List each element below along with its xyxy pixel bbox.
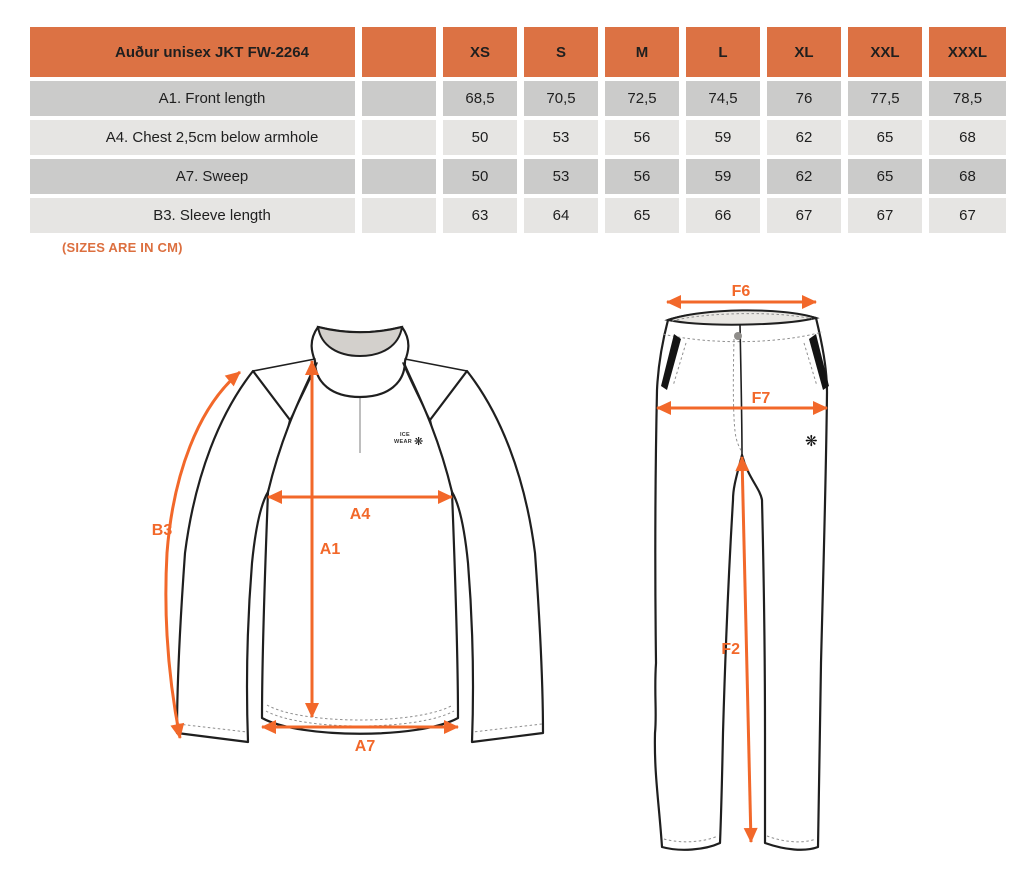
- cell-value: 53: [524, 159, 598, 194]
- size-header-xxl: XXL: [848, 27, 922, 77]
- size-chart-table: [23, 23, 1013, 237]
- snowflake-icon: ❋: [414, 436, 424, 448]
- cell-value: 64: [524, 198, 598, 233]
- f7-label: F7: [751, 390, 771, 407]
- cell-value: 66: [686, 198, 760, 233]
- size-header-xs: XS: [443, 27, 517, 77]
- cell-value: 78,5: [929, 81, 1006, 116]
- waist-button: [734, 332, 742, 340]
- table-row: [30, 81, 1006, 116]
- snowflake-icon: ❋: [805, 433, 818, 450]
- cell-value: 50: [443, 120, 517, 155]
- cell-value: 72,5: [605, 81, 679, 116]
- cell-value: 67: [848, 198, 922, 233]
- f2-label: F2: [721, 641, 740, 658]
- waist-opening: [668, 310, 816, 324]
- cell-value: 76: [767, 81, 841, 116]
- cell-value: 65: [605, 198, 679, 233]
- cell-value: 74,5: [686, 81, 760, 116]
- a1-label: A1: [319, 541, 341, 558]
- cell-value: 62: [767, 120, 841, 155]
- sizes-in-cm-note: (SIZES ARE IN CM): [62, 240, 183, 255]
- size-header-xxxl: XXXL: [929, 27, 1006, 77]
- header-empty-cell: [362, 27, 436, 77]
- cell-value: 50: [443, 159, 517, 194]
- f6-label: F6: [731, 283, 751, 300]
- cell-value: 53: [524, 120, 598, 155]
- size-header-xl: XL: [767, 27, 841, 77]
- f2-arrow: [742, 457, 751, 842]
- cell-value: 68,5: [443, 81, 517, 116]
- table-row: [30, 159, 1006, 194]
- size-header-s: S: [524, 27, 598, 77]
- jacket-diagram: [140, 295, 580, 760]
- cell-value: 59: [686, 159, 760, 194]
- cell-value: 70,5: [524, 81, 598, 116]
- size-header-m: M: [605, 27, 679, 77]
- cell-value: 63: [443, 198, 517, 233]
- cell-value: 67: [929, 198, 1006, 233]
- size-header-l: L: [686, 27, 760, 77]
- table-header-row: [30, 27, 1006, 77]
- chart-title: Auður unisex JKT FW-2264: [30, 27, 355, 77]
- cell-value: 67: [767, 198, 841, 233]
- pants-diagram: [630, 283, 860, 863]
- cell-value: 68: [929, 120, 1006, 155]
- empty-cell: [362, 120, 436, 155]
- cell-value: 68: [929, 159, 1006, 194]
- cell-value: 56: [605, 159, 679, 194]
- cell-value: 62: [767, 159, 841, 194]
- cell-value: 65: [848, 159, 922, 194]
- empty-cell: [362, 81, 436, 116]
- cell-value: 65: [848, 120, 922, 155]
- cell-value: 77,5: [848, 81, 922, 116]
- row-label: A7. Sweep: [30, 159, 355, 194]
- table-row: [30, 120, 1006, 155]
- cell-value: 56: [605, 120, 679, 155]
- b3-label: B3: [151, 522, 173, 539]
- brand-logo-text: ICE: [399, 432, 411, 438]
- row-label: A1. Front length: [30, 81, 355, 116]
- empty-cell: [362, 159, 436, 194]
- a4-label: A4: [349, 506, 371, 523]
- cell-value: 59: [686, 120, 760, 155]
- row-label: B3. Sleeve length: [30, 198, 355, 233]
- a7-label: A7: [354, 738, 376, 755]
- brand-logo-text: WEAR: [393, 439, 413, 445]
- empty-cell: [362, 198, 436, 233]
- table-row: [30, 198, 1006, 233]
- row-label: A4. Chest 2,5cm below armhole: [30, 120, 355, 155]
